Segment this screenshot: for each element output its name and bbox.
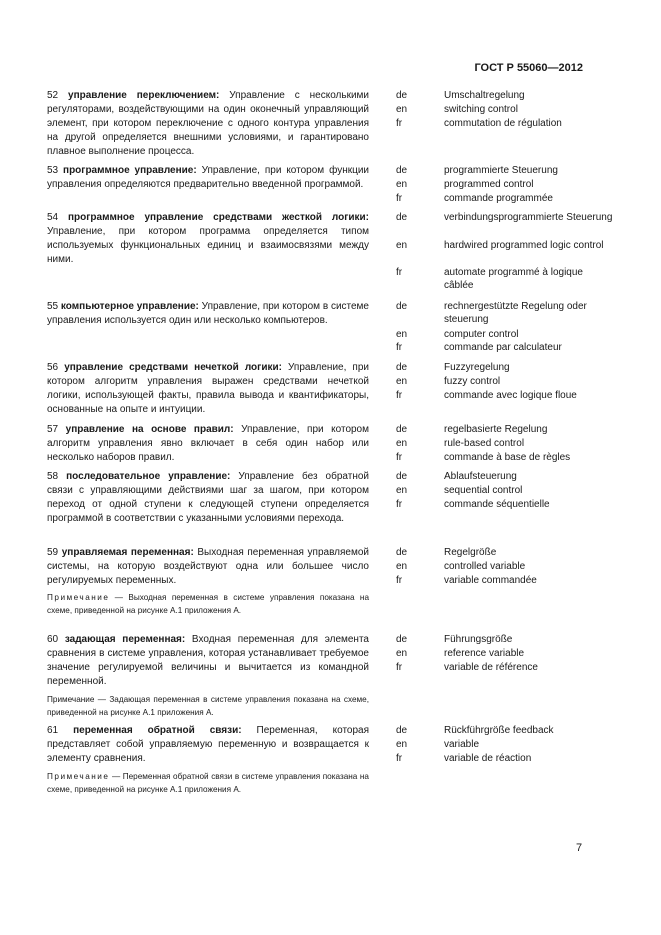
term-de: Rückführgröße feedback	[444, 725, 554, 736]
term-en: computer control	[444, 329, 519, 340]
term-en: switching control	[444, 104, 518, 115]
term: переменная обратной связи:	[73, 725, 242, 736]
term: последовательное управление:	[66, 471, 231, 482]
term-fr: variable commandée	[444, 575, 537, 586]
term-de: verbindungsprogrammierte Steuerung	[444, 212, 613, 223]
note: Примечание — Задающая переменная в системе управления показана на схеме, приведенной на рисунке А.1 приложения А.	[47, 695, 369, 717]
term: программное управление:	[63, 165, 197, 176]
term-fr: commande par calculateur	[444, 342, 562, 353]
term-fr: commande séquentielle	[444, 499, 550, 510]
term: задающая переменная:	[64, 634, 186, 645]
term-en: programmed control	[444, 179, 534, 190]
term-de: regelbasierte Regelung	[444, 424, 548, 435]
term: управляемая переменная:	[61, 547, 194, 558]
term-en: controlled variable	[444, 561, 526, 572]
term: управление на основе правил:	[65, 424, 234, 435]
definition: 53 программное управление: Управление, при котором функции управления определяются предварительно введенной программой.	[47, 165, 369, 190]
definition: 61 переменная обратной связи: Переменная, которая представляет собой управляемую переменную и возвращается к элементу сравнения.	[47, 725, 370, 764]
term-fr: commutation de régulation	[444, 118, 562, 129]
term-fr: automate programmé à logique câblée	[444, 267, 583, 291]
note: Примечание — Выходная переменная в системе управления показана на схеме, приведенной на рисунке А.1 приложения А.	[47, 593, 369, 615]
term: управление переключением:	[68, 90, 220, 101]
term-en: hardwired programmed logic control	[444, 240, 604, 251]
standard-header: ГОСТ Р 55060—2012	[474, 62, 583, 74]
term-en: sequential control	[444, 485, 523, 496]
term: компьютерное управление:	[60, 301, 199, 312]
term-de: Ablaufsteuerung	[444, 471, 517, 482]
term-de: Regelgröße	[444, 547, 497, 558]
term-fr: variable de référence	[444, 662, 538, 673]
definition: 54 программное управление средствами жесткой логики: Управление, при котором программа определяется типом используемых функциональных единиц и взаимосвязями между ними.	[47, 212, 370, 265]
term-fr: commande avec logique floue	[444, 390, 577, 401]
term-en: fuzzy control	[444, 376, 501, 387]
term-de: rechnergestützte Regelung oder steuerung	[444, 301, 587, 325]
term-fr: variable de réaction	[444, 753, 532, 764]
term: управление средствами нечеткой логики:	[64, 362, 282, 373]
definition: 60 задающая переменная: Входная переменная для элемента сравнения в системе управления, которая устанавливает требуемое значение регулируемой величины и вычитается из командной переменной.	[47, 634, 369, 687]
note: Примечание — Переменная обратной связи в системе управления показана на схеме, приведенной на рисунке А.1 приложения А.	[47, 772, 369, 794]
term-en: reference variable	[444, 648, 525, 659]
term-de: Fuzzyregelung	[444, 362, 510, 373]
term-de: Umschaltregelung	[444, 90, 525, 101]
definition: 56 управление средствами нечеткой логики: Управление, при котором алгоритм управления выражен средствами нечеткой логики, использующей факты, правила вывода и квантификаторы, основанные на опыте и интуиции.	[47, 362, 369, 415]
term: программное управление средствами жесткой логики:	[68, 212, 370, 223]
definition: 57 управление на основе правил: Управление, при котором алгоритм управления явно включает в себя один набор или несколько наборов правил.	[47, 424, 369, 463]
term-en: variable	[444, 739, 480, 750]
definition: 52 управление переключением: Управление с несколькими регуляторами, воздействующими на один оконечный управляющий элемент, при котором переключение с одного контура управления на другой определяется внешними условиями, и гарантировано плавное выполнение процесса.	[47, 90, 370, 157]
term-fr: commande programmée	[444, 193, 553, 204]
page-number: 7	[576, 842, 583, 854]
term-en: rule-based control	[444, 438, 525, 449]
term-de: Führungsgröße	[444, 634, 513, 645]
definition: 59 управляемая переменная: Выходная переменная управляемой системы, на которую воздействуют одна или большее число регулируемых переменных.	[47, 547, 369, 586]
definition: 55 компьютерное управление: Управление, при котором в системе управления используется один или несколько компьютеров.	[47, 301, 369, 326]
term-de: programmierte Steuerung	[444, 165, 558, 176]
definition: 58 последовательное управление: Управление без обратной связи с управляющими действиями шаг за шагом, при котором переход от одной ступени к следующей ступени определяется программой в соответствии с указанными условиями перехода.	[47, 471, 369, 524]
term-fr: commande à base de règles	[444, 452, 571, 463]
